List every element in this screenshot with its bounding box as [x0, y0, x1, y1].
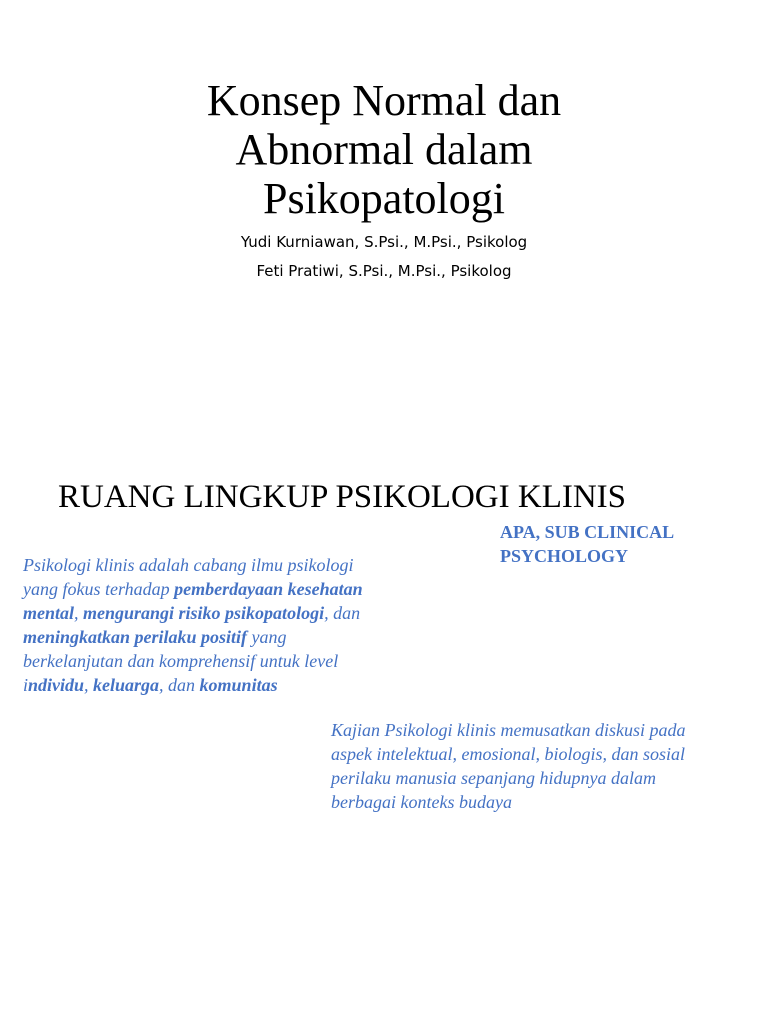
author-name: Feti Pratiwi, S.Psi., M.Psi., Psikolog — [256, 262, 512, 280]
emphasis-text: mengurangi risiko psikopatologi — [83, 603, 325, 623]
emphasis-text: keluarga — [93, 675, 160, 695]
emphasis-text: komunitas — [199, 675, 278, 695]
study-note-line: perilaku manusia sepanjang hidupnya dalam — [331, 768, 656, 788]
apa-label-line: PSYCHOLOGY — [500, 546, 629, 566]
author-list — [0, 228, 768, 286]
study-note-line: berbagai konteks budaya — [331, 792, 512, 812]
author-name: Yudi Kurniawan, S.Psi., M.Psi., Psikolog — [240, 233, 528, 251]
slide-scope — [0, 460, 768, 1024]
text-run: , — [74, 603, 84, 623]
definition-paragraph — [23, 553, 423, 697]
study-note-paragraph — [331, 718, 751, 814]
slide-title — [0, 0, 768, 460]
definition-line — [23, 649, 423, 673]
slide-heading: RUANG LINGKUP PSIKOLOGI KLINIS — [58, 479, 627, 515]
study-note-line: aspek intelektual, emosional, biologis, dan sosial — [331, 744, 685, 764]
definition-line — [23, 625, 423, 649]
emphasis-text: pemberdayaan kesehatan — [174, 579, 363, 599]
text-run: yang — [247, 627, 287, 647]
apa-label-line: APA, SUB CLINICAL — [500, 522, 675, 542]
text-run: , — [84, 675, 94, 695]
text-run: i — [23, 675, 29, 695]
apa-label — [500, 520, 740, 568]
definition-line — [23, 601, 423, 625]
text-run: yang fokus terhadap — [23, 579, 175, 599]
definition-line — [23, 673, 423, 697]
presentation-title — [0, 76, 768, 223]
emphasis-text: ndividu — [28, 675, 85, 695]
text-run: Psikologi klinis adalah cabang ilmu psikologi — [23, 555, 354, 575]
study-note-line: Kajian Psikologi klinis memusatkan diskusi pada — [331, 720, 686, 740]
emphasis-text: meningkatkan perilaku positif — [23, 627, 248, 647]
title-line: Abnormal dalam — [235, 125, 533, 174]
definition-line — [23, 577, 423, 601]
title-line: Konsep Normal dan — [206, 76, 562, 125]
text-run: , dan — [159, 675, 200, 695]
title-line: Psikopatologi — [262, 174, 506, 223]
emphasis-text: mental — [23, 603, 75, 623]
text-run: , dan — [324, 603, 361, 623]
text-run: berkelanjutan dan komprehensif untuk level — [23, 651, 339, 671]
definition-line — [23, 553, 423, 577]
